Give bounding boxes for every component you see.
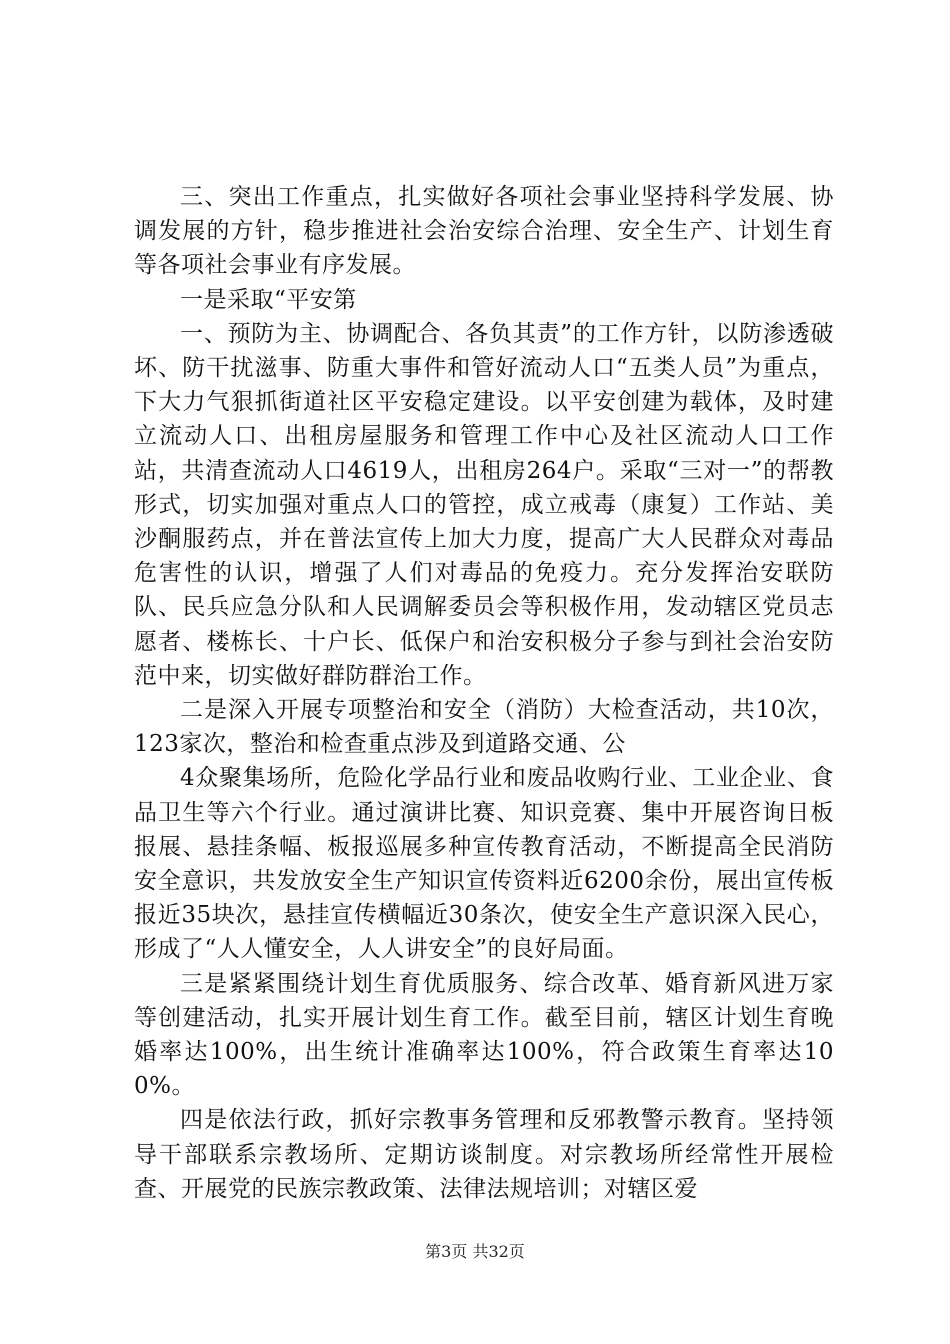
paragraph-special-rectification: 二是深入开展专项整治和安全（消防）大检查活动，共10次，123家次，整治和检查重点涉及到道路交通、公 bbox=[134, 697, 834, 758]
document-body bbox=[134, 180, 834, 1206]
paragraph-religious-affairs: 四是依法行政，抓好宗教事务管理和反邪教警示教育。坚持领导干部联系宗教场所、定期访谈制度。对宗教场所经常性开展检查、开展党的民族宗教政策、法律法规培训；对辖区爱 bbox=[134, 1107, 834, 1202]
paragraph-public-security: 一、预防为主、协调配合、各负其责”的工作方针，以防渗透破坏、防干扰滋事、防重大事件和管好流动人口“五类人员”为重点，下大力气狠抓街道社区平安稳定建设。以平安创建为载体，及时建立流动人口、出租房屋服务和管理工作中心及社区流动人口工作站，共清查流动人口4619人，出租房264户。采取“三对一”的帮教形式，切实加强对重点人口的管控，成立戒毒（康复）工作站、美沙酮服药点，并在普法宣传上加大力度，提高广大人民群众对毒品危害性的认识，增强了人们对毒品的免疫力。充分发挥治安联防队、民兵应急分队和人民调解委员会等积极作用，发动辖区党员志愿者、楼栋长、十户长、低保户和治安积极分子参与到社会治安防范中来，切实做好群防群治工作。 bbox=[134, 320, 834, 689]
paragraph-safety-first-heading: 一是采取“平安第 bbox=[180, 286, 357, 313]
page-number-footer: 第3页 共32页 bbox=[425, 1242, 525, 1261]
paragraph-family-planning: 三是紧紧围绕计划生育优质服务、综合改革、婚育新风进万家等创建活动，扎实开展计划生育工作。截至目前，辖区计划生育晚婚率达100%，出生统计准确率达100%，符合政策生育率达100%。 bbox=[134, 970, 834, 1100]
paragraph-fire-safety-publicity: 4众聚集场所，危险化学品行业和废品收购行业、工业企业、食品卫生等六个行业。通过演讲比赛、知识竞赛、集中开展咨询日板报展、悬挂条幅、板报巡展多种宣传教育活动，不断提高全民消防安全意识，共发放安全生产知识宣传资料近6200余份，展出宣传板报近35块次，悬挂宣传横幅近30条次，使安全生产意识深入民心，形成了“人人懂安全，人人讲安全”的良好局面。 bbox=[134, 765, 834, 963]
paragraph-social-affairs: 三、突出工作重点，扎实做好各项社会事业坚持科学发展、协调发展的方针，稳步推进社会治安综合治理、安全生产、计划生育等各项社会事业有序发展。 bbox=[134, 184, 834, 279]
